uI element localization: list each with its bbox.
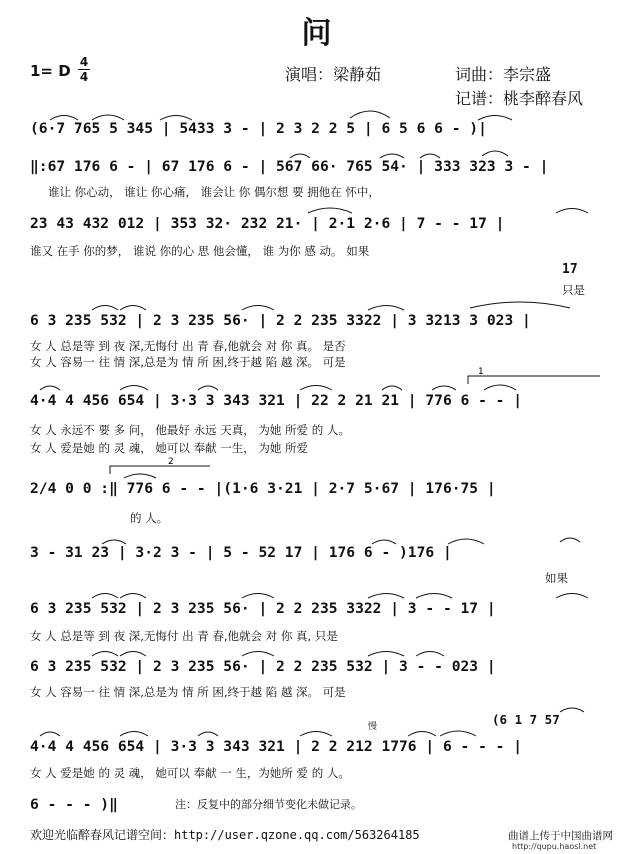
slur-mark — [380, 154, 404, 158]
staff-row-1: (6·7 765 5 345 | 5433 3 - | 2 3 2 2 5 | 6 5 6 6 - )| — [30, 120, 487, 137]
slur-mark — [556, 594, 588, 599]
watermark-line1: 曲谱上传于中国曲谱网 — [508, 830, 613, 842]
slur-mark — [408, 732, 436, 737]
slur-mark — [484, 385, 516, 390]
slur-mark — [478, 116, 512, 121]
slur-mark — [300, 732, 332, 737]
footnote: 注：反复中的部分细节变化未做记录。 — [175, 798, 362, 811]
slur-mark — [290, 154, 310, 158]
slur-mark — [308, 208, 352, 213]
slur-mark — [120, 386, 148, 391]
slur-mark — [40, 732, 60, 736]
slur-mark — [440, 731, 476, 736]
footer-url: 欢迎光临醉春风记谱空间：http://user.qzone.qq.com/563264185 — [30, 828, 420, 842]
slur-mark — [50, 116, 78, 121]
slur-mark — [92, 306, 118, 311]
lyrics-row-10: 女 人 爱是她 的 灵 魂， 她可以 奉献 一 生，为她所 爱 的 人。 — [30, 766, 350, 780]
composer-credit: 词曲：李宗盛 — [455, 65, 552, 84]
slur-mark — [448, 539, 484, 544]
slur-mark — [124, 474, 156, 478]
watermark-line2: http://qupu.haosl.net — [512, 842, 597, 851]
alt-pickup-notes: 17 — [562, 262, 578, 277]
time-signature-top: 4 — [79, 55, 89, 69]
slur-mark — [92, 594, 118, 599]
alt-pickup-lyric: 只是 — [562, 283, 585, 297]
slur-mark — [432, 386, 456, 390]
lyrics-row-5a: 女 人 永远不 要 多 问， 他最好 永远 天真， 为她 所爱 的 人。 — [30, 423, 350, 437]
staff-row-9: 6 3 235 532 | 2 3 235 56· | 2 2 235 532 | 3 - - 023 | — [30, 658, 496, 675]
slur-mark — [560, 538, 580, 542]
staff-row-3: 23 43 432 012 | 353 32· 232 21· | 2·1 2·6 | 7 - - 17 | — [30, 215, 505, 232]
slur-mark — [120, 306, 146, 311]
slur-mark — [368, 594, 404, 599]
transcriber-credit: 记谱：桃李醉春风 — [455, 89, 584, 108]
slur-mark — [416, 652, 444, 657]
staff-row-11: 6 - - - )‖ — [30, 796, 118, 813]
slur-mark — [560, 708, 584, 712]
slur-mark — [160, 116, 192, 121]
time-signature-bottom: 4 — [79, 70, 89, 84]
lyrics-row-6: 的 人。 — [130, 511, 169, 525]
slur-mark — [470, 302, 570, 308]
slur-mark — [382, 386, 402, 390]
slur-mark — [368, 306, 404, 311]
staff-row-2: ‖:67 176 6 - | 67 176 6 - | 567 66· 765 54· | 333 323 3 - | — [30, 158, 549, 175]
volta-bracket-2 — [110, 466, 210, 474]
song-title: 问 — [301, 16, 334, 51]
lyrics-row-5b: 女 人 爱是她 的 灵 魂， 她可以 奉献 一生， 为她 所爱 — [30, 441, 309, 455]
key-signature: 1= D — [30, 62, 71, 80]
slur-mark — [482, 151, 508, 156]
slur-mark — [372, 540, 396, 544]
slur-mark — [300, 386, 332, 391]
tempo-slow-mark: 慢 — [368, 722, 378, 732]
slur-mark — [368, 652, 404, 657]
staff-row-7: 3 - 31 23 | 3·2 3 - | 5 - 52 17 | 176 6 - )176 | — [30, 544, 452, 561]
triplet-bracket — [350, 111, 390, 118]
slur-mark — [556, 209, 588, 214]
staff-row-5: 4·4 4 456 654 | 3·3 3 343 321 | 22 2 21 21 | 776 6 - - | — [30, 392, 523, 409]
slur-mark — [242, 306, 274, 311]
slur-mark — [120, 732, 148, 737]
lyrics-row-2: 谁让 你心动， 谁让 你心痛， 谁会让 你 偶尔想 要 拥他在 怀中， — [48, 185, 380, 199]
small-cue-notes: (6 1 7 57 — [492, 712, 560, 727]
slur-mark — [92, 652, 118, 657]
slur-mark — [416, 594, 452, 599]
volta-number-2: 2 — [168, 457, 174, 467]
staff-row-8: 6 3 235 532 | 2 3 235 56· | 2 2 235 3322 | 3 - - 17 | — [30, 600, 496, 617]
lyrics-row-4b: 女 人 容易一 往 情 深,总是为 情 所 困,终于越 陷 越 深。 可是 — [30, 355, 346, 369]
slur-mark — [40, 386, 60, 390]
staff-row-10: 4·4 4 456 654 | 3·3 3 343 321 | 2 2 212 1776 | 6 - - - | — [30, 738, 523, 755]
slur-mark — [198, 732, 218, 736]
slur-mark — [242, 652, 274, 657]
slur-mark — [242, 594, 274, 599]
lyrics-row-9: 女 人 容易一 往 情 深,总是为 情 所 困,终于越 陷 越 深。 可是 — [30, 685, 346, 699]
lyrics-row-3: 谁又 在手 你的梦， 谁说 你的心 思 他会懂， 谁 为你 感 动。 如果 — [30, 244, 370, 258]
staff-row-6: 2/4 0 0 :‖ 776 6 - - |(1·6 3·21 | 2·7 5·67 | 176·75 | — [30, 480, 496, 497]
slur-mark — [420, 154, 440, 158]
volta-number-1: 1 — [478, 367, 484, 377]
staff-row-4: 6 3 235 532 | 2 3 235 56· | 2 2 235 3322 | 3 3213 3 023 | — [30, 312, 531, 329]
singer-credit: 演唱：梁静茹 — [285, 65, 382, 84]
lyrics-row-7: 如果 — [545, 571, 568, 585]
slur-mark — [120, 652, 146, 657]
volta-bracket-1 — [468, 376, 600, 384]
slur-mark — [120, 594, 146, 599]
slur-mark — [102, 540, 126, 544]
slur-mark — [198, 386, 218, 390]
lyrics-row-4a: 女 人 总是等 到 夜 深,无悔付 出 青 春,他就会 对 你 真。 是否 — [30, 339, 346, 353]
lyrics-row-8: 女 人 总是等 到 夜 深,无悔付 出 青 春,他就会 对 你 真, 只是 — [30, 629, 338, 643]
slur-mark — [92, 115, 124, 120]
